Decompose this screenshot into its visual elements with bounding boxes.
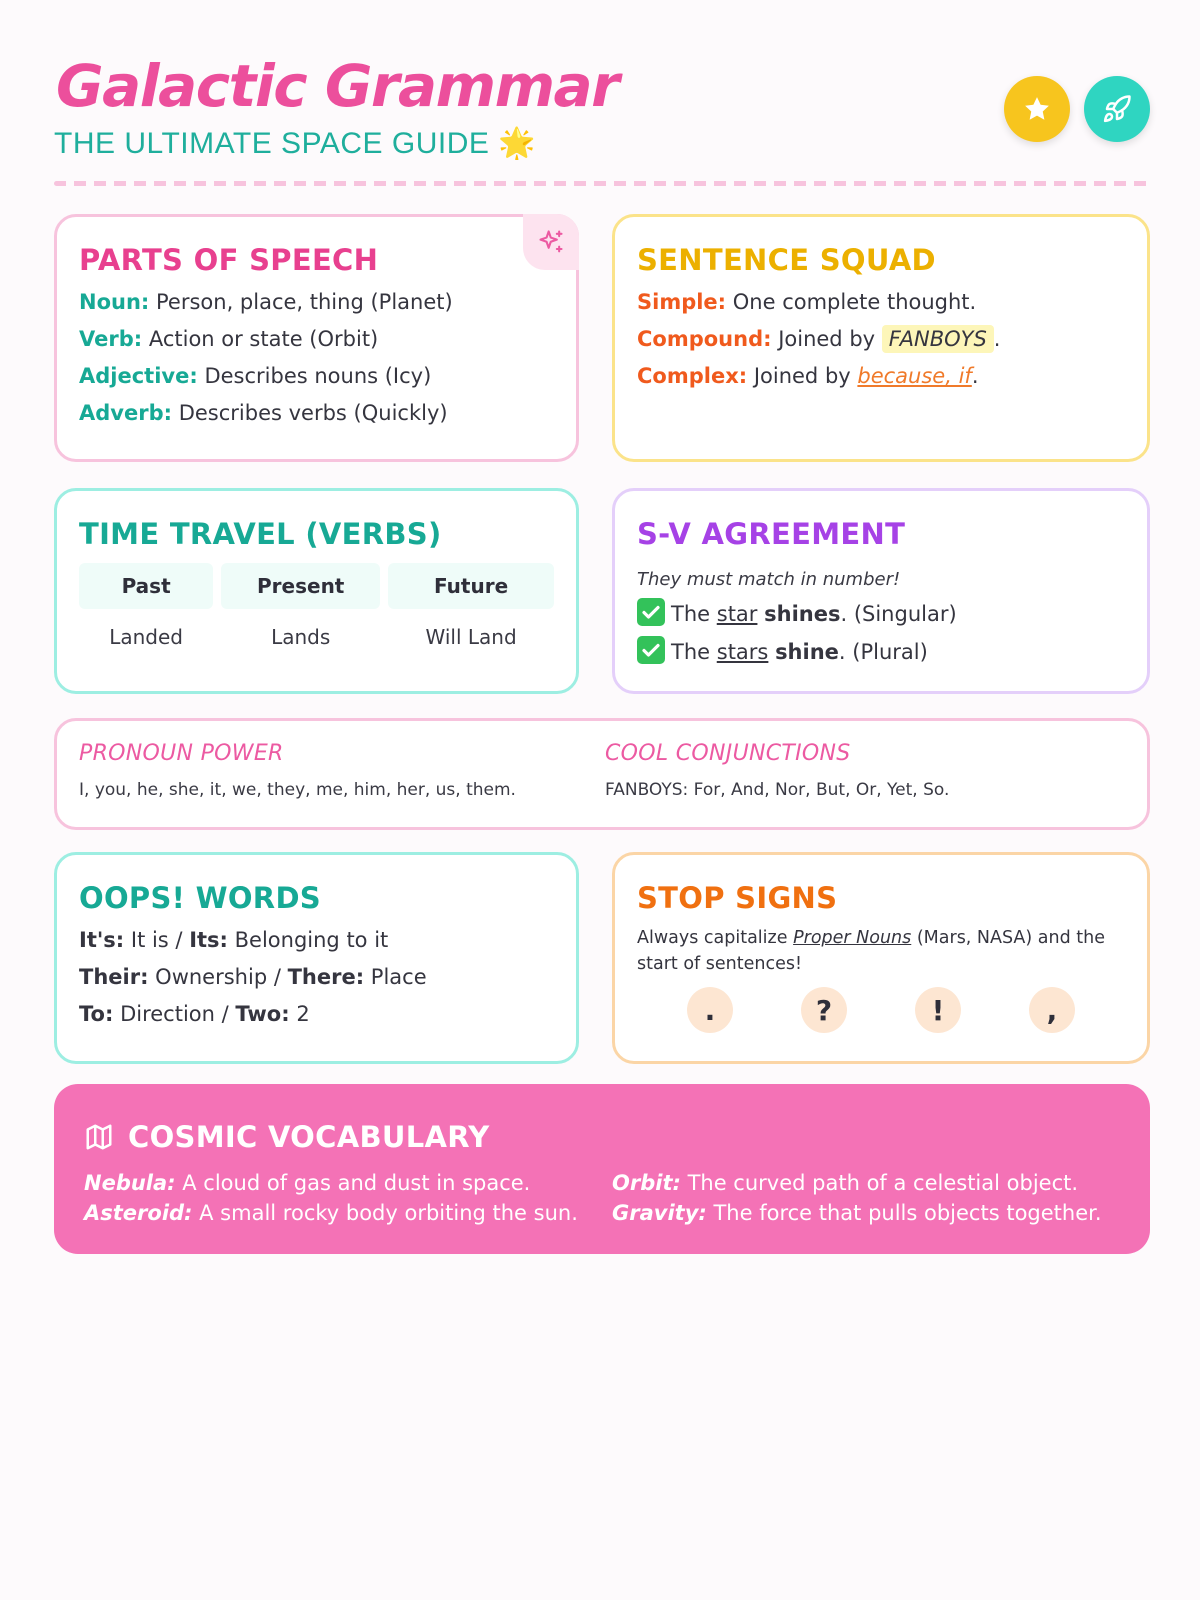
page-title: Galactic Grammar xyxy=(56,52,619,120)
oops-label: Two: xyxy=(235,1002,290,1026)
vocab-term: Orbit: xyxy=(612,1171,681,1195)
sv-agreement-title: S-V AGREEMENT xyxy=(637,517,906,551)
pronoun-conjunction-card xyxy=(54,718,1150,830)
sentence-compound xyxy=(637,327,1125,351)
vocab-item-asteroid xyxy=(84,1198,602,1228)
cool-conjunctions-section xyxy=(595,721,1140,800)
sv-pre: The xyxy=(671,640,711,664)
time-travel-title: TIME TRAVEL (VERBS) xyxy=(79,517,442,551)
simple-text: One complete thought. xyxy=(732,290,977,314)
period-mark: . xyxy=(687,987,733,1033)
dashed-divider xyxy=(54,181,1150,186)
sv-post: . (Singular) xyxy=(840,602,957,626)
compound-text: Joined by xyxy=(778,327,876,351)
pos-label: Verb: xyxy=(79,327,143,351)
vocab-def: The force that pulls objects together. xyxy=(713,1201,1102,1225)
oops-row xyxy=(79,1002,554,1026)
tense-table xyxy=(71,563,562,665)
sv-subject: star xyxy=(716,602,758,626)
subtitle-text: THE ULTIMATE SPACE GUIDE xyxy=(54,127,490,160)
tense-header-row xyxy=(79,563,554,609)
sv-example-plural xyxy=(637,636,1125,664)
oops-label: To: xyxy=(79,1002,114,1026)
pos-item-verb xyxy=(79,327,554,351)
tense-value-future: Will Land xyxy=(425,625,517,649)
tense-header-future: Future xyxy=(388,563,554,609)
sv-agreement-card xyxy=(612,488,1150,694)
oops-text: Direction / xyxy=(120,1002,229,1026)
sv-subject: stars xyxy=(716,640,769,664)
stop-signs-text xyxy=(637,925,1125,977)
compound-label: Compound: xyxy=(637,327,772,351)
simple-label: Simple: xyxy=(637,290,727,314)
vocab-term: Asteroid: xyxy=(84,1201,193,1225)
oops-label: Their: xyxy=(79,965,149,989)
oops-label: There: xyxy=(287,965,365,989)
page-subtitle xyxy=(54,126,536,161)
vocab-col-left xyxy=(84,1168,602,1228)
cosmic-vocabulary-banner xyxy=(54,1084,1150,1254)
oops-text: It is / xyxy=(130,928,183,952)
pos-item-adjective xyxy=(79,364,554,388)
tense-header-past: Past xyxy=(79,563,213,609)
oops-text: Place xyxy=(370,965,427,989)
stop-signs-title: STOP SIGNS xyxy=(637,881,838,915)
compound-end: . xyxy=(993,327,1001,351)
oops-label: It's: xyxy=(79,928,125,952)
vocab-def: The curved path of a celestial object. xyxy=(687,1171,1079,1195)
vocab-def: A small rocky body orbiting the sun. xyxy=(199,1201,578,1225)
star-button[interactable] xyxy=(1004,76,1070,142)
pronoun-power-title: PRONOUN POWER xyxy=(79,741,284,766)
stop-text-post: (Mars, NASA) and the start of sentences! xyxy=(637,928,1105,974)
pos-text: Describes verbs (Quickly) xyxy=(178,401,448,425)
vocab-item-gravity xyxy=(612,1198,1120,1228)
oops-text: 2 xyxy=(296,1002,310,1026)
parts-of-speech-title: PARTS OF SPEECH xyxy=(79,243,379,277)
tense-value-row xyxy=(79,609,554,665)
sv-verb: shines xyxy=(764,602,841,626)
star-icon xyxy=(1022,94,1052,124)
vocab-item-orbit xyxy=(612,1168,1120,1198)
because-if-link: because, if xyxy=(857,364,972,388)
oops-row xyxy=(79,928,554,952)
sv-note: They must match in number! xyxy=(637,569,901,590)
sparkles-icon xyxy=(537,228,565,256)
header-icons xyxy=(1004,76,1150,142)
pronoun-power-text: I, you, he, she, it, we, they, me, him, her, us, them. xyxy=(79,780,516,800)
sentence-simple xyxy=(637,290,1125,314)
oops-text: Belonging to it xyxy=(234,928,389,952)
rocket-icon xyxy=(1102,94,1132,124)
cool-conjunctions-title: COOL CONJUNCTIONS xyxy=(605,741,851,766)
pos-text: Person, place, thing (Planet) xyxy=(156,290,453,314)
complex-text: Joined by xyxy=(753,364,851,388)
proper-nouns-link: Proper Nouns xyxy=(793,928,912,948)
check-icon xyxy=(637,598,665,626)
pos-label: Adjective: xyxy=(79,364,198,388)
exclamation-mark: ! xyxy=(915,987,961,1033)
vocab-grid xyxy=(84,1168,1120,1228)
pos-label: Adverb: xyxy=(79,401,173,425)
pos-item-adverb xyxy=(79,401,554,425)
pos-text: Describes nouns (Icy) xyxy=(204,364,432,388)
pos-label: Noun: xyxy=(79,290,150,314)
map-icon xyxy=(84,1122,114,1152)
sentence-squad-title: SENTENCE SQUAD xyxy=(637,243,936,277)
stop-text-pre: Always capitalize xyxy=(637,928,788,948)
complex-label: Complex: xyxy=(637,364,748,388)
tense-value-present: Lands xyxy=(271,625,331,649)
stop-signs-card xyxy=(612,852,1150,1064)
punctuation-row xyxy=(637,987,1125,1033)
sv-pre: The xyxy=(671,602,711,626)
poster xyxy=(54,0,1150,1225)
vocab-def: A cloud of gas and dust in space. xyxy=(182,1171,531,1195)
time-travel-card xyxy=(54,488,579,694)
oops-row xyxy=(79,965,554,989)
complex-end: . xyxy=(971,364,979,388)
parts-of-speech-card xyxy=(54,214,579,462)
vocab-term: Gravity: xyxy=(612,1201,707,1225)
vocab-term: Nebula: xyxy=(84,1171,176,1195)
pronoun-power-section xyxy=(57,721,602,800)
sv-verb: shine xyxy=(775,640,839,664)
oops-words-title: OOPS! WORDS xyxy=(79,881,321,915)
sentence-squad-card xyxy=(612,214,1150,462)
oops-words-card xyxy=(54,852,579,1064)
cosmic-vocabulary-title: COSMIC VOCABULARY xyxy=(128,1120,490,1154)
sentence-complex xyxy=(637,364,1125,388)
oops-text: Ownership / xyxy=(155,965,281,989)
corner-tab xyxy=(523,214,579,270)
comma-mark: , xyxy=(1029,987,1075,1033)
vocab-col-right xyxy=(602,1168,1120,1228)
question-mark: ? xyxy=(801,987,847,1033)
tense-header-present: Present xyxy=(221,563,380,609)
tense-value-past: Landed xyxy=(109,625,183,649)
cosmic-vocabulary-heading xyxy=(84,1120,1120,1154)
rocket-button[interactable] xyxy=(1084,76,1150,142)
vocab-item-nebula xyxy=(84,1168,602,1198)
fanboys-highlight: FANBOYS xyxy=(882,325,994,353)
header xyxy=(54,0,1150,190)
oops-label: Its: xyxy=(189,928,228,952)
pos-text: Action or state (Orbit) xyxy=(148,327,379,351)
sv-post: . (Plural) xyxy=(838,640,928,664)
pos-item-noun xyxy=(79,290,554,314)
sv-example-singular xyxy=(637,598,1125,626)
cool-conjunctions-text: FANBOYS: For, And, Nor, But, Or, Yet, So. xyxy=(605,780,950,800)
check-icon xyxy=(637,636,665,664)
sparkle-star-icon: 🌟 xyxy=(498,127,537,160)
